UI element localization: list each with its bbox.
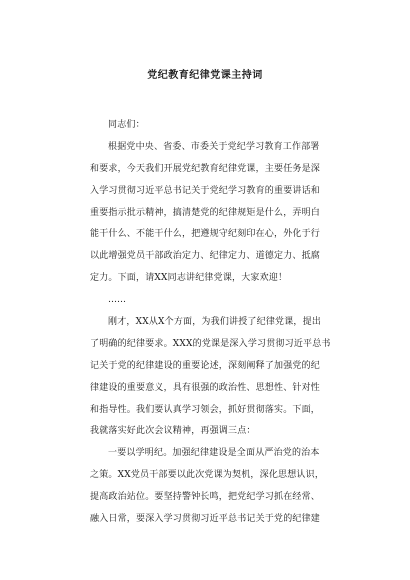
ellipsis-line: …… [108,295,126,306]
text-line: 刚才，XX从X个方面，为我们讲授了纪律党课，提出 [108,317,322,328]
text-line: 能干什么、不能干什么，把遵规守纪刻印在心，外化于行 [90,229,321,240]
text-line: 入学习贯彻习近平总书记关于党纪学习教育的重要讲话和 [90,185,321,196]
document-title: 党纪教育纪律党课主持词 [147,70,263,81]
text-line: 一要以学明纪。加强纪律建设是全面从严治党的治本 [108,448,320,459]
document-body [90,121,348,537]
text-line: 了明确的纪律要求。XXX的党课是深入学习贯彻习近平总书 [90,338,331,349]
text-line: 和指导性。我们要认真学习领会，抓好贯彻落实。下面， [90,404,321,415]
text-line: 提高政治站位。要坚持警钟长鸣，把党纪学习抓在经常、 [90,492,321,503]
text-line: 和要求，今天我们开展党纪教育纪律党课，主要任务是深 [90,163,321,174]
text-line: 我就落实好此次会议精神，再强调三点： [90,426,256,437]
text-line: 记关于党的纪律建设的重要论述，深刻阐释了加强党的纪 [90,360,321,371]
text-line: 之策。XX党员干部要以此次党课为契机，深化思想认识， [90,470,325,481]
text-line: 同志们： [108,120,145,130]
text-line: 以此增强党员干部政治定力、纪律定力、道德定力、抵腐 [90,251,321,262]
text-line: 定力。下面，请XX同志讲纪律党课，大家欢迎！ [90,273,288,284]
text-line: 律建设的重要意义，具有很强的政治性、思想性、针对性 [90,382,321,393]
text-line: 融入日常，要深入学习贯彻习近平总书记关于党的纪律建 [90,514,321,525]
text-line: 根据党中央、省委、市委关于党纪学习教育工作部署 [108,141,320,152]
text-line: 重要指示批示精神，搞清楚党的纪律规矩是什么，弄明白 [90,207,321,218]
